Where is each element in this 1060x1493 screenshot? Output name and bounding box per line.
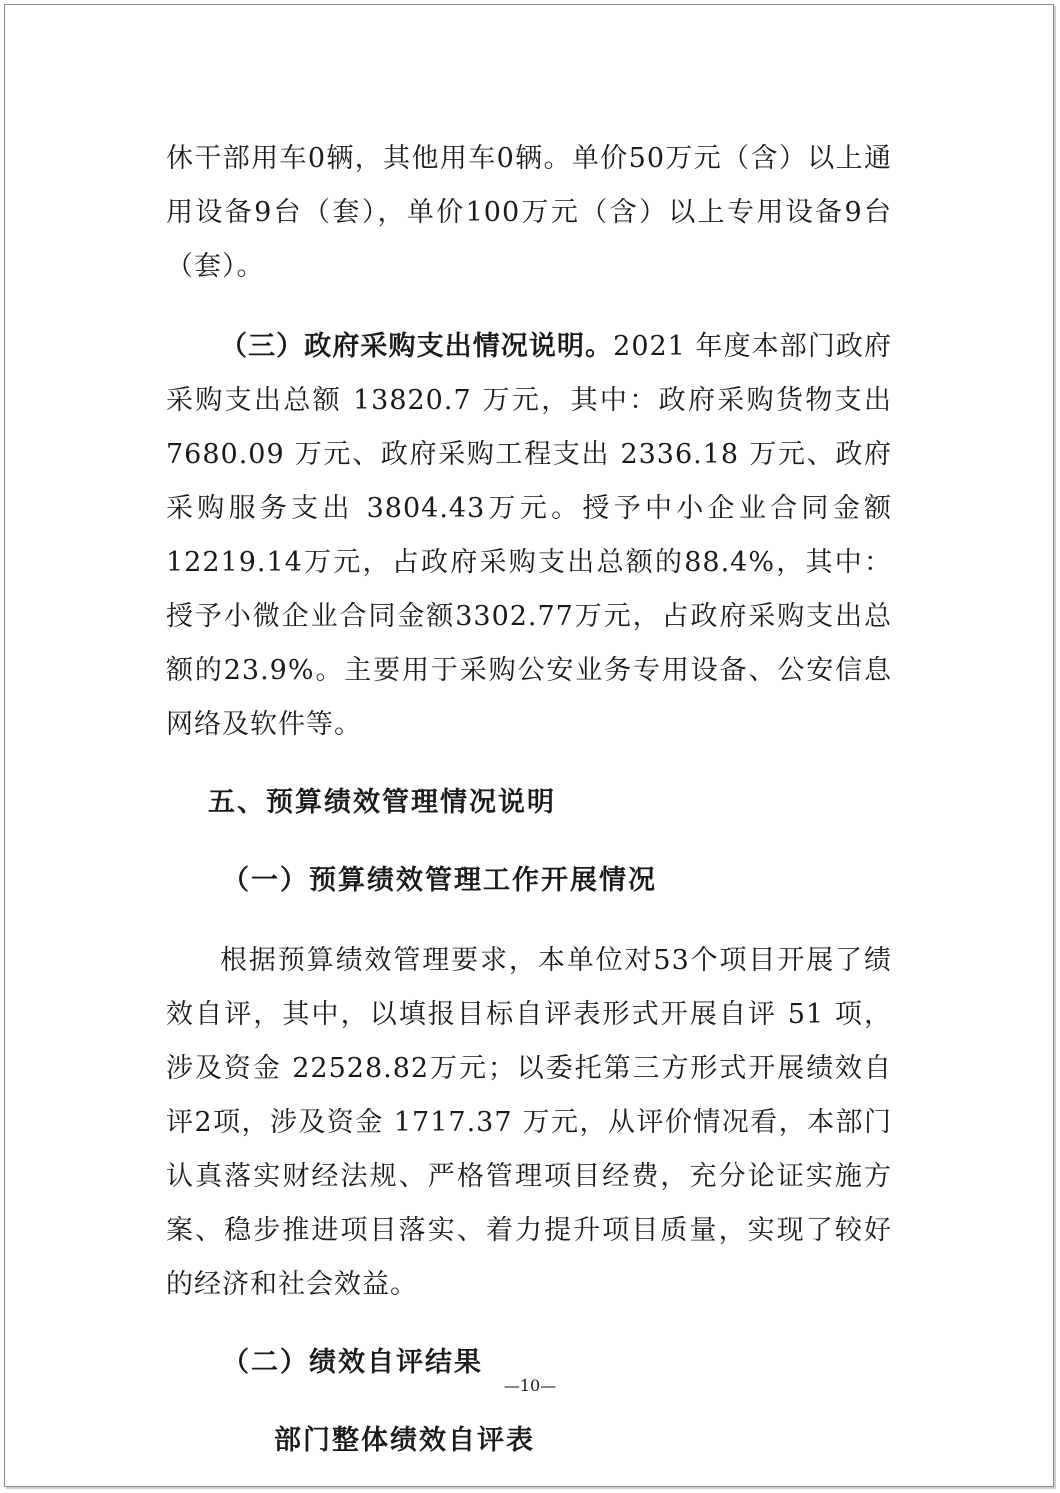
subsection-title-results: （二）绩效自评结果 xyxy=(222,1347,483,1378)
paragraph-procurement xyxy=(166,320,892,752)
paragraph-vehicles-equipment: 休干部用车0辆，其他用车0辆。单价50万元（含）以上通用设备9台（套），单价100万元（含）以上专用设备9台（套）。 xyxy=(166,143,892,282)
procurement-heading: （三）政府采购支出情况说明。 xyxy=(220,331,614,362)
section-title-performance: 五、预算绩效管理情况说明 xyxy=(208,787,556,818)
page-number: —10— xyxy=(503,1376,557,1395)
procurement-body: 2021 年度本部门政府采购支出总额 13820.7 万元，其中：政府采购货物支出 7680.09 万元、政府采购工程支出 2336.18 万元、政府采购服务支出 3804.43万元。授予中小企业合同金额12219.14万元，占政府采购支出总额的88.4%，其中：授予小微企业合同金额3302.77万元，占政府采购支出总额的23.9%。主要用于采购公安业务专用设备、公安信息网络及软件等。 xyxy=(166,331,893,740)
document-body xyxy=(166,132,892,1468)
subsection-title-work: （一）预算绩效管理工作开展情况 xyxy=(222,865,657,896)
table-title: 部门整体绩效自评表 xyxy=(274,1425,535,1456)
paragraph-self-evaluation: 根据预算绩效管理要求，本单位对53个项目开展了绩效自评，其中，以填报目标自评表形式开展自评 51 项，涉及资金 22528.82万元；以委托第三方形式开展绩效自评2项，涉及资金 1717.37 万元，从评价情况看，本部门认真落实财经法规、严格管理项目经费，充分论证实施方案、稳步推进项目落实、着力提升项目质量，实现了较好的经济和社会效益。 xyxy=(166,945,892,1300)
